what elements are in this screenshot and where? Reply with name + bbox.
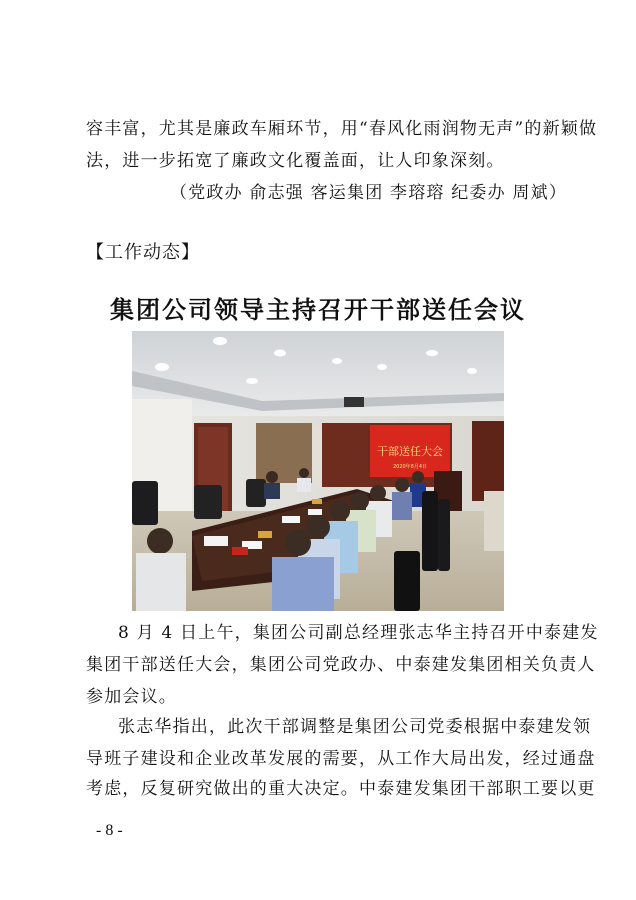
meeting-photo bbox=[132, 331, 504, 611]
body-text-line: 8 月 4 日上午，集团公司副总经理张志华主持召开中泰建发 bbox=[118, 623, 599, 643]
body-text-line: 导班子建设和企业改革发展的需要，从工作大局出发，经过通盘 bbox=[86, 749, 596, 769]
screen-title: 干部送任大会 bbox=[377, 445, 443, 458]
page-number: - 8 - bbox=[96, 822, 123, 839]
section-header: 【工作动态】 bbox=[86, 242, 200, 263]
body-text-line: 考虑，反复研究做出的重大决定。中泰建发集团干部职工要以更 bbox=[86, 779, 596, 799]
screen-subtitle: 2020年8月4日 bbox=[392, 464, 428, 470]
body-text-line: 集团干部送任大会，集团公司党政办、中泰建发集团相关负责人 bbox=[86, 655, 596, 675]
body-text-line: 容丰富，尤其是廉政车厢环节，用“春风化雨润物无声”的新颖做 bbox=[86, 119, 598, 139]
article-title: 集团公司领导主持召开干部送任会议 bbox=[110, 296, 526, 324]
body-text-line: 张志华指出，此次干部调整是集团公司党委根据中泰建发领 bbox=[118, 717, 592, 737]
byline: （党政办 俞志强 客运集团 李瑢瑢 纪委办 周斌） bbox=[170, 183, 568, 203]
body-text-line: 法，进一步拓宽了廉政文化覆盖面，让人印象深刻。 bbox=[86, 151, 505, 171]
body-text-line: 参加会议。 bbox=[86, 687, 177, 707]
